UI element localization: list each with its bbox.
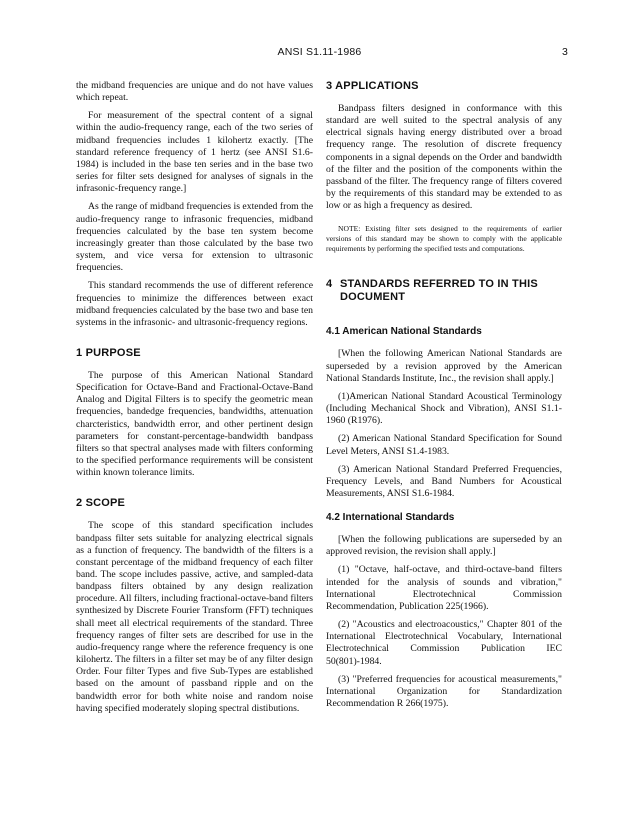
section-heading-scope: 2 SCOPE xyxy=(76,497,126,510)
paragraph: Bandpass filters designed in conformance with this standard are well suited to the spectral analysis of any electrical signals having energy distributed over a broad frequency range. The resolution of discrete frequency components in a signal depends on the Order and bandwidth of the filter and the position of the components within the passband of the filter. The frequency range of filters covered by the requirements of this standard may be extended to as low or as high a frequency as desired. xyxy=(326,103,562,212)
reference-item: (2) American National Standard Specification for Sound Level Meters, ANSI S1.4-1983. xyxy=(326,433,562,457)
paragraph: [When the following American National Standards are superseded by a revision approved by the American National Standards Institute, Inc., the revision shall apply.] xyxy=(326,348,562,384)
paragraph: The purpose of this American National Standard Specification for Octave-Band and Fractional-Octave-Band Analog and Digital Filters is to specify the geometric mean frequencies, bandedge frequencies, bandwidths, attenuation charcteristics, bandwidth error, and other pertinent design parameters for constant-percentage-bandwidth bandpass filters so that spectral analyses made with filters conforming to the specified performance requirements will be consistent within known tolerance limits. xyxy=(76,369,313,479)
heading-line: DOCUMENT xyxy=(340,291,406,304)
paragraph: For measurement of the spectral content of a signal within the audio-frequency range, each of the two series of midband frequencies includes 1 kilohertz exactly. [The standard reference frequency of 1 hertz (see ANSI S1.6-1984) is included in the base ten series and in the base two series for filter sets designed for analyses of signals in the infrasonic-frequency range.] xyxy=(76,110,313,195)
right-column xyxy=(326,80,562,716)
reference-item: (3) "Preferred frequencies for acoustical measurements," International Organization for Standardization Recommendation R 266(1975). xyxy=(326,673,562,709)
page-number: 3 xyxy=(562,46,568,58)
section-heading-purpose: 1 PURPOSE xyxy=(76,346,141,359)
section-heading-standards xyxy=(326,278,562,304)
running-header-title: ANSI S1.11-1986 xyxy=(277,46,362,58)
heading-line: STANDARDS REFERRED TO IN THIS xyxy=(340,278,538,291)
reference-item: (2) "Acoustics and electroacoustics," Chapter 801 of the International Electrotechnical Vocabulary, International Electrotechnical Commission Publication IEC 50(801)-1984. xyxy=(326,619,562,667)
heading-text xyxy=(340,278,538,304)
paragraph: This standard recommends the use of different reference frequencies to minimize the differences between exact midband frequencies calculated by the base two and base ten systems in the infrasonic- and ultrasonic-frequency regions. xyxy=(76,280,313,328)
paragraph: the midband frequencies are unique and do not have values which repeat. xyxy=(76,80,313,104)
paragraph: [When the following publications are superseded by an approved revision, the revision shall apply.] xyxy=(326,534,562,558)
subsection-heading-international: 4.2 International Standards xyxy=(326,512,455,524)
paragraph: As the range of midband frequencies is extended from the audio-frequency range to infrasonic frequencies, midband frequencies calculated by the base ten system become increasingly greater than those calculated by the base two system, and vice versa for extension to ultrasonic frequencies. xyxy=(76,201,313,274)
reference-item: (1) "Octave, half-octave, and third-octave-band filters intended for the analysis of sounds and vibration," International Electrotechnical Commission Recommendation, Publication 225(1966). xyxy=(326,564,562,612)
paragraph: The scope of this standard specification includes bandpass filter sets suitable for analyzing electrical signals as a function of frequency. The bandwidth of the filters is a constant percentage of the midband frequency of each filter band. The scope includes passive, active, and sampled-data bandpass filters obtained by any design realization procedure. All filters, including fractional-octave-band filters synthesized by Discrete Fourier Transform (FFT) techniques shall meet all electrical requirements of the standard. Three frequency ranges of filter sets are described for use in the audio-frequency range where the reference frequency is one kilohertz. The filters in a filter set may be of any filter design Order. Four filter Types and five Sub-Types are established based on the amount of passband ripple and on the bandwidth error for both white noise and random noise having specified moderately sloping spectral distibutions. xyxy=(76,520,313,714)
heading-number: 4 xyxy=(326,278,333,291)
reference-item: (1)American National Standard Acoustical Terminology (Including Mechanical Shock and Vibration), ANSI S1.1-1960 (R1976). xyxy=(326,390,562,427)
reference-item: (3) American National Standard Preferred Frequencies, Frequency Levels, and Band Numbers for Acoustical Measurements, ANSI S1.6-1984. xyxy=(326,463,562,499)
left-column xyxy=(76,80,313,721)
section-heading-applications: 3 APPLICATIONS xyxy=(326,80,419,92)
note: NOTE: Existing filter sets designed to the requirements of earlier versions of this standard may be shown to comply with the applicable requirements by performing the specified tests and computations. xyxy=(326,224,562,254)
subsection-heading-american: 4.1 American National Standards xyxy=(326,326,482,338)
